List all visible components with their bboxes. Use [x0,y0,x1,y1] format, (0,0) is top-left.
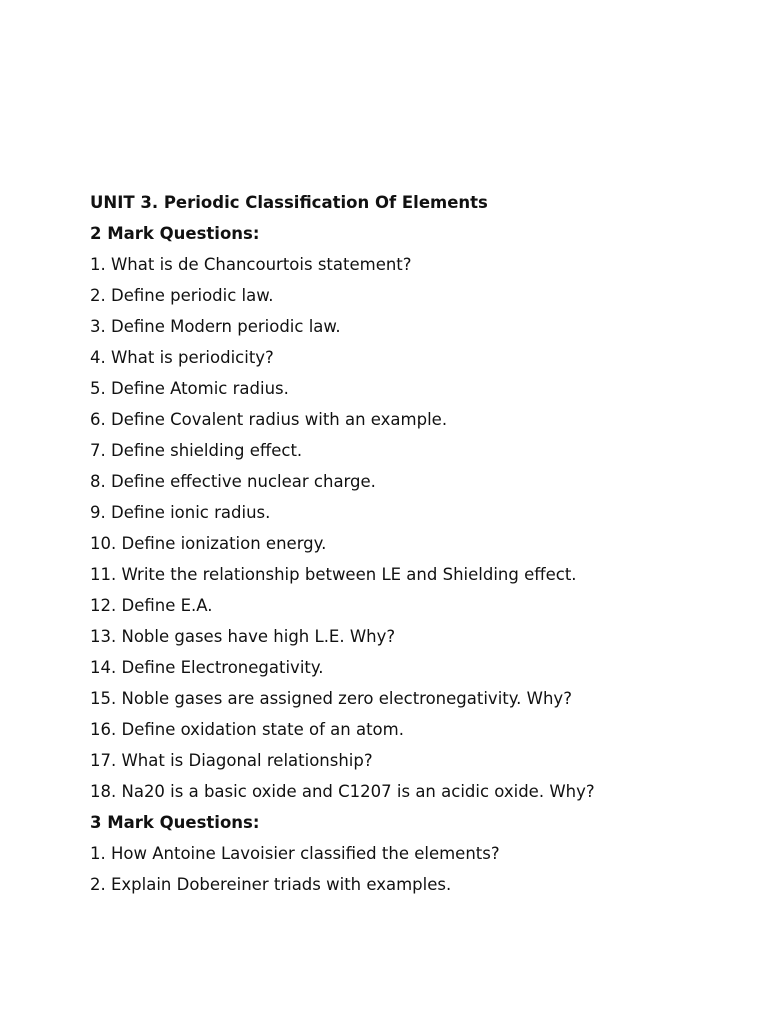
question-item: 12. Define E.A. [90,596,213,615]
question-item: 9. Define ionic radius. [90,503,271,522]
question-item: 5. Define Atomic radius. [90,379,289,398]
question-item: 14. Define Electronegativity. [90,658,324,677]
document-page [90,187,750,900]
question-item: 15. Noble gases are assigned zero electronegativity. Why? [90,689,572,708]
question-item: 1. What is de Chancourtois statement? [90,255,412,274]
question-item: 8. Define effective nuclear charge. [90,472,376,491]
section-heading: 2 Mark Questions: [90,224,260,243]
question-item: 13. Noble gases have high L.E. Why? [90,627,396,646]
question-item: 4. What is periodicity? [90,348,274,367]
question-item: 2. Define periodic law. [90,286,274,305]
question-item: 10. Define ionization energy. [90,534,327,553]
question-item: 16. Define oxidation state of an atom. [90,720,404,739]
question-item: 17. What is Diagonal relationship? [90,751,373,770]
page-title: UNIT 3. Periodic Classification Of Elements [90,193,488,212]
question-item: 18. Na20 is a basic oxide and C1207 is an acidic oxide. Why? [90,782,595,801]
question-item: 1. How Antoine Lavoisier classified the elements? [90,844,500,863]
question-list [90,838,750,900]
question-item: 2. Explain Dobereiner triads with examples. [90,875,452,894]
section-2-mark [90,218,750,807]
question-item: 11. Write the relationship between LE and Shielding effect. [90,565,577,584]
question-item: 3. Define Modern periodic law. [90,317,341,336]
question-item: 6. Define Covalent radius with an example. [90,410,448,429]
question-list [90,249,750,807]
section-3-mark [90,807,750,900]
question-item: 7. Define shielding effect. [90,441,303,460]
section-heading: 3 Mark Questions: [90,813,260,832]
